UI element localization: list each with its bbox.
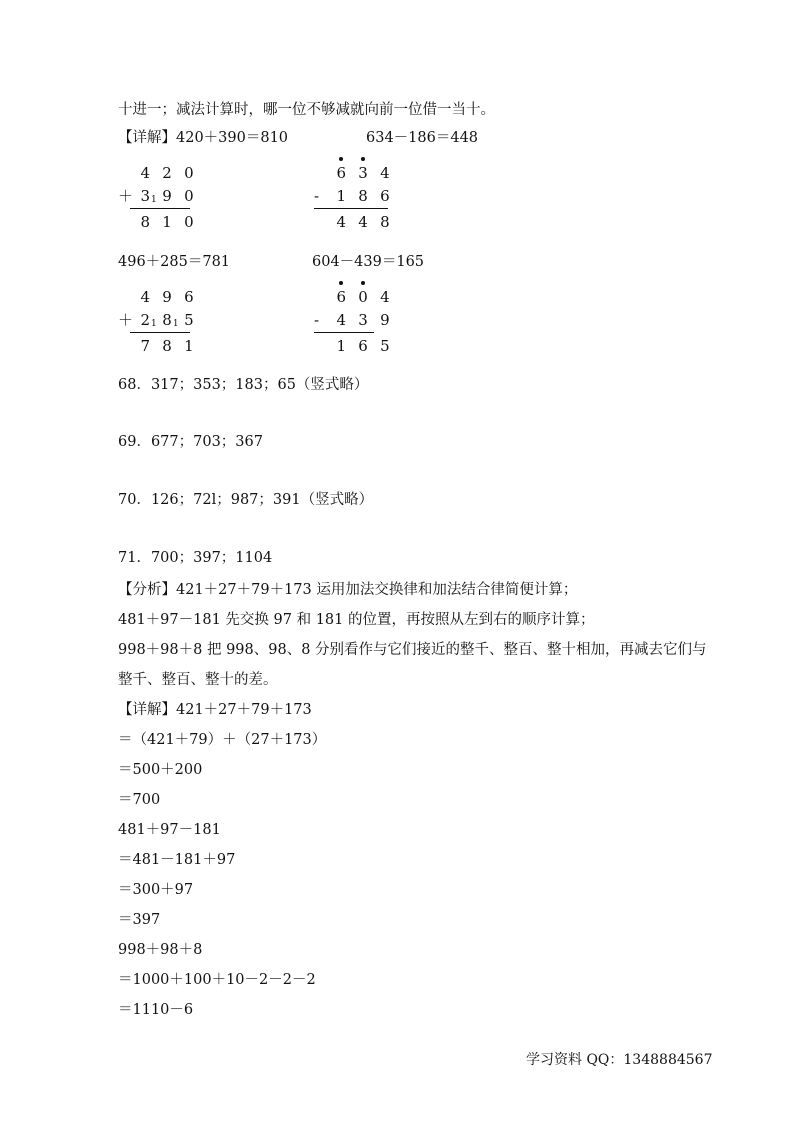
digit: 0 (184, 187, 194, 205)
digit: 4 (380, 164, 390, 182)
calc-rule (130, 332, 190, 333)
step-line: ＝300＋97 (118, 882, 194, 898)
digit: 0 (184, 213, 194, 231)
digit: 7 (140, 337, 151, 355)
calc-row-result (118, 335, 197, 357)
answer-71: 71．700；397；1104 (118, 550, 273, 566)
addition-equation-2: 496＋285＝781 (118, 254, 231, 270)
digit: 8 (162, 337, 172, 355)
calc-row-bottom (118, 309, 197, 331)
digit: 5 (380, 337, 390, 355)
step-line: ＝700 (118, 792, 161, 808)
digit: 2 (162, 164, 172, 182)
answer-70: 70．126；72l；987；391（竖式略） (118, 492, 374, 508)
carry-mark: 1 (151, 319, 157, 329)
calc-rule (314, 208, 388, 209)
borrow-dot (361, 157, 365, 161)
digit: 8 (358, 187, 368, 205)
digit: 4 (140, 164, 151, 182)
calc-rule (314, 332, 374, 333)
step-line: ＝1000＋100＋10－2－2－2 (118, 972, 316, 988)
step-line: 481＋97－181 (118, 822, 221, 838)
digit: 8 (140, 213, 151, 231)
detail-heading: 【详解】421＋27＋79＋173 (118, 702, 312, 718)
calc-row-top (314, 162, 393, 184)
digit: 9 (162, 288, 172, 306)
digit: 8 (162, 311, 172, 329)
digit: 9 (380, 311, 390, 329)
step-line: ＝1110－6 (118, 1002, 194, 1018)
calc-row-top (118, 286, 197, 308)
subtraction-equation-2: 604－439＝165 (312, 254, 425, 270)
analysis-line-3: 998＋98＋8 把 998、98、8 分别看作与它们接近的整千、整百、整十相加，再减去它们与 (118, 642, 707, 658)
detail-heading-addition-1: 【详解】420＋390＝810 (118, 130, 289, 146)
carry-mark: 1 (151, 195, 157, 205)
digit: 0 (358, 288, 368, 306)
digit: 1 (336, 337, 347, 355)
digit: 3 (140, 187, 151, 205)
digit: 8 (380, 213, 390, 231)
calc-row-bottom (314, 309, 393, 331)
analysis-line-1: 【分析】421＋27＋79＋173 运用加法交换律和加法结合律简便计算； (118, 582, 578, 598)
digit: 4 (358, 213, 368, 231)
borrow-dot (361, 281, 365, 285)
footer-contact: 学习资料 QQ：1348884567 (526, 1052, 713, 1068)
step-line: ＝（421＋79）＋（27＋173） (118, 732, 327, 748)
digit: 4 (380, 288, 390, 306)
carry-mark: 1 (172, 319, 179, 329)
calc-row-result (118, 211, 197, 233)
digit: 1 (162, 213, 172, 231)
calc-row-result (314, 335, 393, 357)
digit: 5 (184, 311, 194, 329)
text-line: 十进一；减法计算时，哪一位不够减就向前一位借一当十。 (118, 102, 495, 118)
calc-row-top (118, 162, 197, 184)
digit: 6 (184, 288, 194, 306)
digit: 3 (358, 164, 368, 182)
borrow-dot (339, 157, 343, 161)
step-line: ＝500＋200 (118, 762, 203, 778)
borrow-dot (339, 281, 343, 285)
step-line: ＝397 (118, 912, 161, 928)
calc-row-result (314, 211, 393, 233)
step-line: 998＋98＋8 (118, 942, 203, 958)
calc-row-bottom (118, 185, 197, 207)
digit: 4 (336, 213, 347, 231)
answer-69: 69．677；703；367 (118, 434, 263, 450)
analysis-line-2: 481＋97－181 先交换 97 和 181 的位置，再按照从左到右的顺序计算； (118, 612, 595, 628)
plus-sign: ＋ (118, 187, 134, 205)
digit: 2 (140, 311, 151, 329)
subtraction-equation-1: 634－186＝448 (366, 130, 479, 146)
minus-sign: - (314, 311, 320, 329)
digit: 4 (336, 311, 347, 329)
answer-68: 68．317；353；183；65（竖式略） (118, 377, 369, 393)
digit: 6 (336, 288, 347, 306)
digit: 6 (358, 337, 368, 355)
digit: 6 (336, 164, 347, 182)
minus-sign: - (314, 187, 320, 205)
digit: 4 (140, 288, 151, 306)
calc-row-top (314, 286, 393, 308)
digit: 1 (336, 187, 347, 205)
digit: 1 (184, 337, 194, 355)
analysis-line-4: 整千、整百、整十的差。 (118, 672, 278, 688)
digit: 3 (358, 311, 368, 329)
step-line: ＝481－181＋97 (118, 852, 236, 868)
digit: 9 (162, 187, 172, 205)
calc-row-bottom (314, 185, 393, 207)
plus-sign: ＋ (118, 311, 134, 329)
digit: 6 (380, 187, 390, 205)
calc-rule (130, 208, 190, 209)
digit: 0 (184, 164, 194, 182)
